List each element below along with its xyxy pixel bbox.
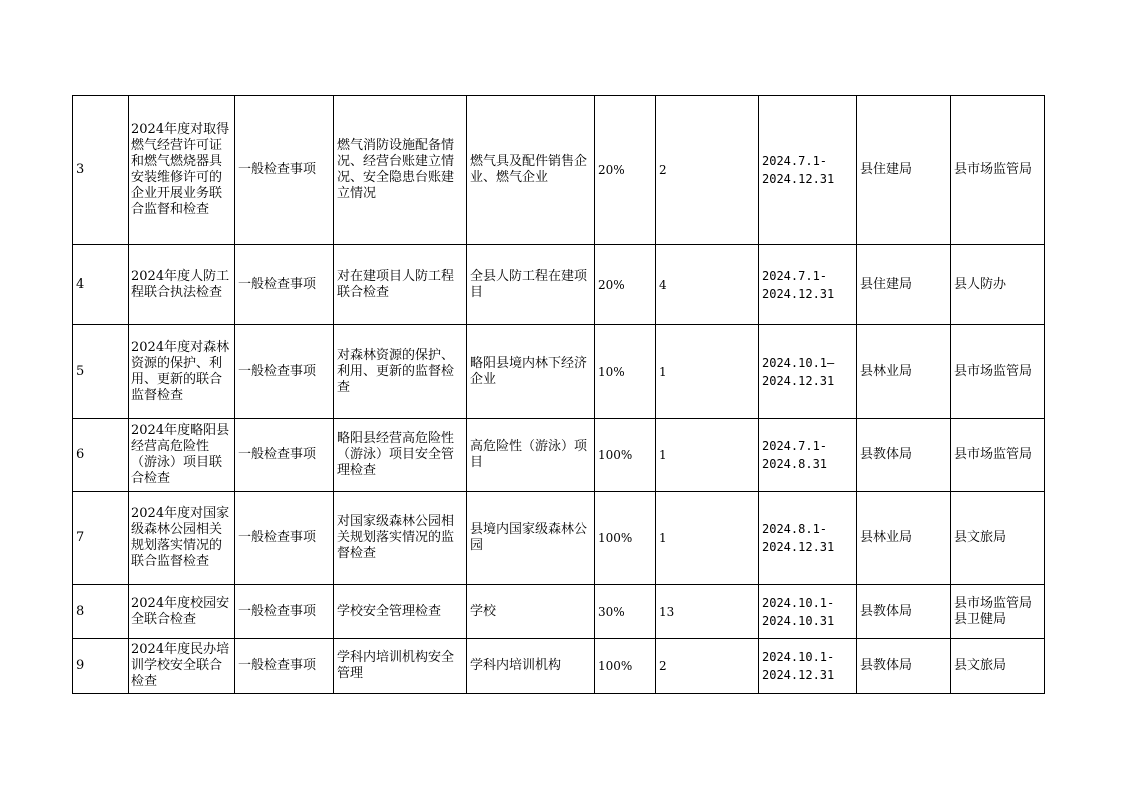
cell-partner: 县人防办 (951, 245, 1045, 325)
cell-count: 1 (656, 492, 759, 585)
cell-period: 2024.10.1— 2024.12.31 (759, 325, 857, 419)
cell-count: 2 (656, 639, 759, 694)
cell-category: 一般检查事项 (235, 492, 334, 585)
cell-content: 对森林资源的保护、利用、更新的监督检查 (334, 325, 467, 419)
cell-name: 2024年度人防工程联合执法检查 (129, 245, 235, 325)
cell-no: 8 (73, 585, 129, 639)
cell-period: 2024.7.1- 2024.12.31 (759, 96, 857, 245)
cell-ratio: 100% (595, 639, 656, 694)
cell-partner: 县市场监管局 (951, 325, 1045, 419)
table-row (73, 639, 1045, 694)
cell-category: 一般检查事项 (235, 96, 334, 245)
table-row (73, 96, 1045, 245)
cell-partner: 县文旅局 (951, 639, 1045, 694)
cell-category: 一般检查事项 (235, 419, 334, 492)
cell-period: 2024.7.1- 2024.12.31 (759, 245, 857, 325)
cell-lead: 县林业局 (857, 325, 951, 419)
cell-object: 学科内培训机构 (467, 639, 595, 694)
cell-content: 对国家级森林公园相关规划落实情况的监督检查 (334, 492, 467, 585)
table-row (73, 325, 1045, 419)
cell-content: 燃气消防设施配备情况、经营台账建立情况、安全隐患台账建立情况 (334, 96, 467, 245)
cell-object: 全县人防工程在建项目 (467, 245, 595, 325)
cell-lead: 县住建局 (857, 96, 951, 245)
cell-lead: 县林业局 (857, 492, 951, 585)
cell-content: 学校安全管理检查 (334, 585, 467, 639)
cell-ratio: 20% (595, 245, 656, 325)
cell-period: 2024.10.1- 2024.12.31 (759, 639, 857, 694)
cell-ratio: 100% (595, 492, 656, 585)
cell-no: 3 (73, 96, 129, 245)
cell-object: 燃气具及配件销售企业、燃气企业 (467, 96, 595, 245)
cell-ratio: 100% (595, 419, 656, 492)
cell-name: 2024年度略阳县经营高危险性（游泳）项目联合检查 (129, 419, 235, 492)
cell-category: 一般检查事项 (235, 245, 334, 325)
cell-no: 6 (73, 419, 129, 492)
cell-object: 县境内国家级森林公园 (467, 492, 595, 585)
cell-no: 9 (73, 639, 129, 694)
cell-count: 1 (656, 419, 759, 492)
cell-no: 4 (73, 245, 129, 325)
cell-content: 学科内培训机构安全管理 (334, 639, 467, 694)
cell-period: 2024.8.1- 2024.12.31 (759, 492, 857, 585)
cell-partner: 县市场监管局 县卫健局 (951, 585, 1045, 639)
cell-name: 2024年度民办培训学校安全联合检查 (129, 639, 235, 694)
table-row (73, 419, 1045, 492)
cell-ratio: 20% (595, 96, 656, 245)
cell-category: 一般检查事项 (235, 639, 334, 694)
cell-lead: 县住建局 (857, 245, 951, 325)
cell-count: 1 (656, 325, 759, 419)
cell-ratio: 10% (595, 325, 656, 419)
cell-partner: 县市场监管局 (951, 96, 1045, 245)
cell-lead: 县教体局 (857, 639, 951, 694)
inspection-plan-table (72, 95, 1045, 694)
cell-content: 略阳县经营高危险性（游泳）项目安全管理检查 (334, 419, 467, 492)
cell-name: 2024年度对取得燃气经营许可证和燃气燃烧器具安装维修许可的企业开展业务联合监督和检查 (129, 96, 235, 245)
cell-content: 对在建项目人防工程联合检查 (334, 245, 467, 325)
cell-name: 2024年度对森林资源的保护、利用、更新的联合监督检查 (129, 325, 235, 419)
cell-object: 高危险性（游泳）项目 (467, 419, 595, 492)
cell-count: 4 (656, 245, 759, 325)
cell-ratio: 30% (595, 585, 656, 639)
cell-count: 2 (656, 96, 759, 245)
cell-period: 2024.7.1- 2024.8.31 (759, 419, 857, 492)
cell-object: 略阳县境内林下经济企业 (467, 325, 595, 419)
cell-count: 13 (656, 585, 759, 639)
table-row (73, 585, 1045, 639)
cell-lead: 县教体局 (857, 419, 951, 492)
cell-name: 2024年度对国家级森林公园相关规划落实情况的联合监督检查 (129, 492, 235, 585)
cell-period: 2024.10.1- 2024.10.31 (759, 585, 857, 639)
cell-lead: 县教体局 (857, 585, 951, 639)
cell-partner: 县市场监管局 (951, 419, 1045, 492)
cell-no: 5 (73, 325, 129, 419)
cell-partner: 县文旅局 (951, 492, 1045, 585)
cell-category: 一般检查事项 (235, 325, 334, 419)
table-row (73, 245, 1045, 325)
cell-name: 2024年度校园安全联合检查 (129, 585, 235, 639)
cell-no: 7 (73, 492, 129, 585)
cell-object: 学校 (467, 585, 595, 639)
cell-category: 一般检查事项 (235, 585, 334, 639)
table-row (73, 492, 1045, 585)
